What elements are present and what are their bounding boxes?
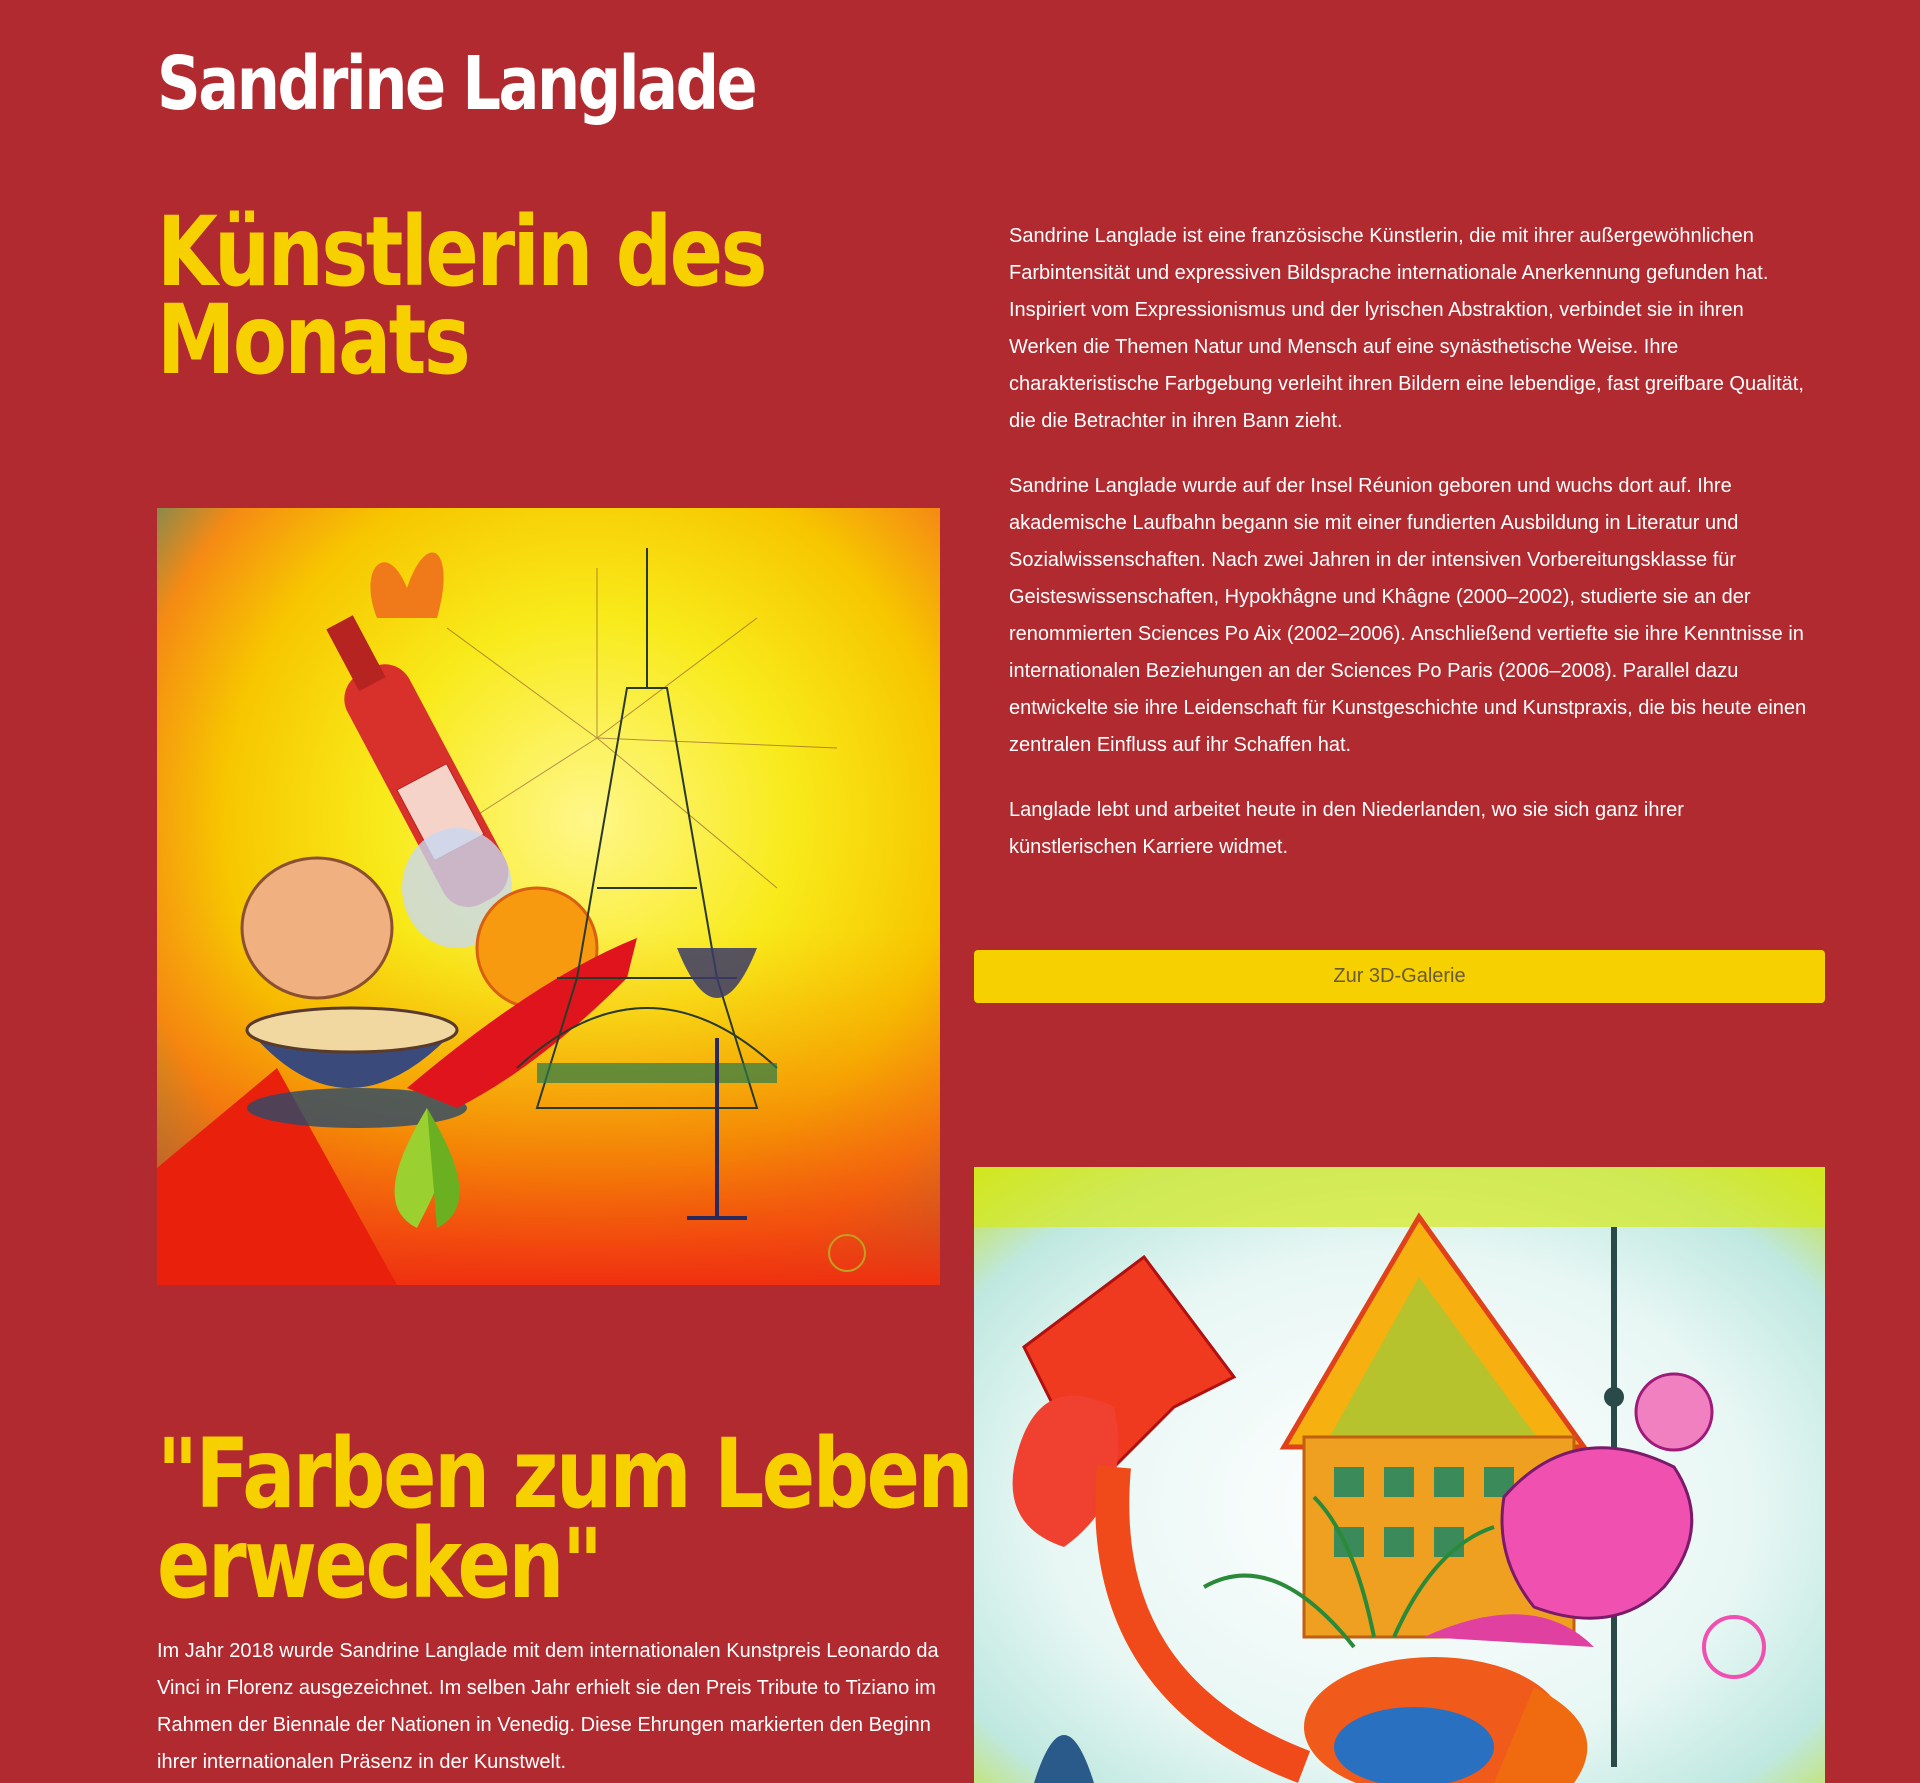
painting-eiffel-tower-image <box>157 508 940 1285</box>
bio-paragraph: Sandrine Langlade wurde auf der Insel Réunion geboren und wuchs dort auf. Ihre akademische Laufbahn begann sie mit einer fundierten Ausbildung in Literatur und Sozialwissenschaften. Nach zwei Jahren in der intensiven Vorbereitungsklasse für Geisteswissenschaften, Hypokhâgne und Khâgne (2000–2002), studierte sie an der renommierten Sciences Po Aix (2002–2006). Anschließend vertiefte sie ihre Kenntnisse in internationalen Beziehungen an der Sciences Po Paris (2006–2008). Parallel dazu entwickelte sie ihre Leidenschaft für Kunstgeschichte und Kunstpraxis, die bis heute einen zentralen Einfluss auf ihr Schaffen hat. <box>1009 475 1807 756</box>
quote-heading-line-1: "Farben zum Leben <box>157 1418 972 1530</box>
bio-paragraph: Sandrine Langlade ist eine französische Künstlerin, die mit ihrer außergewöhnlichen Farbintensität und expressiven Bildsprache internationale Anerkennung gefunden hat. Inspiriert vom Expressionismus und der lyrischen Abstraktion, verbindet sie in ihren Werken die Themen Natur und Mensch auf eine synästhetische Weise. Ihre charakteristische Farbgebung verleiht ihren Bildern eine lebendige, fast greifbare Qualität, die die Betrachter in ihren Bann zieht. <box>1009 225 1804 432</box>
artist-bio <box>1009 218 1809 894</box>
heading-line-1: Künstlerin des <box>157 196 765 308</box>
painting-colorful-house-image <box>974 1167 1825 1783</box>
gallery-3d-button[interactable]: Zur 3D-Galerie <box>974 950 1825 1003</box>
site-title[interactable]: Sandrine Langlade <box>157 41 756 127</box>
awards-paragraph: Im Jahr 2018 wurde Sandrine Langlade mit dem internationalen Kunstpreis Leonardo da Vinci in Florenz ausgezeichnet. Im selben Jahr erhielt sie den Preis Tribute to Tiziano im Rahmen der Biennale der Nationen in Venedig. Diese Ehrungen markierten den Beginn ihrer internationalen Präsenz in der Kunstwelt. <box>157 1640 939 1773</box>
heading-line-2: Monats <box>157 284 469 396</box>
quote-heading <box>157 1418 972 1620</box>
artist-of-month-heading <box>157 196 765 396</box>
quote-heading-line-2: erwecken" <box>157 1508 601 1620</box>
bio-paragraph: Langlade lebt und arbeitet heute in den Niederlanden, wo sie sich ganz ihrer künstlerischen Karriere widmet. <box>1009 799 1684 858</box>
